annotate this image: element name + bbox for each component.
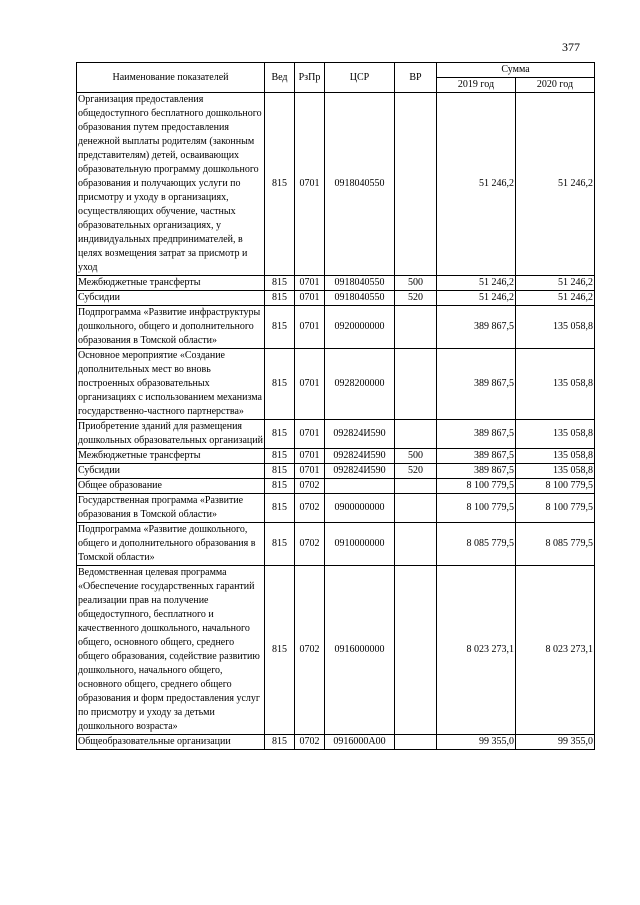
row-sum-2020-cell: 51 246,2 bbox=[516, 276, 595, 291]
row-sum-2019-cell: 51 246,2 bbox=[437, 291, 516, 306]
table-header bbox=[77, 63, 595, 93]
table-row bbox=[77, 735, 595, 750]
header-csr: ЦСР bbox=[325, 63, 395, 93]
page-number: 377 bbox=[562, 40, 580, 54]
row-sum-2020-cell: 51 246,2 bbox=[516, 291, 595, 306]
row-sum-2020-cell: 135 058,8 bbox=[516, 306, 595, 349]
row-name-cell: Подпрограмма «Развитие дошкольного, общего и дополнительного образования в Томской области» bbox=[77, 523, 265, 566]
table-row bbox=[77, 420, 595, 449]
row-sum-2019-cell: 389 867,5 bbox=[437, 349, 516, 420]
row-csr-cell: 0920000000 bbox=[325, 306, 395, 349]
row-csr-cell: 092824И590 bbox=[325, 420, 395, 449]
row-sum-2020-cell: 135 058,8 bbox=[516, 449, 595, 464]
row-csr-cell: 092824И590 bbox=[325, 449, 395, 464]
row-ved-cell: 815 bbox=[265, 93, 295, 276]
row-ved-cell: 815 bbox=[265, 420, 295, 449]
row-rzpr-cell: 0701 bbox=[295, 276, 325, 291]
row-name-cell: Общее образование bbox=[77, 479, 265, 494]
table-body bbox=[77, 93, 595, 750]
table-row bbox=[77, 494, 595, 523]
row-name-cell: Субсидии bbox=[77, 291, 265, 306]
row-sum-2019-cell: 389 867,5 bbox=[437, 464, 516, 479]
row-ved-cell: 815 bbox=[265, 464, 295, 479]
row-ved-cell: 815 bbox=[265, 291, 295, 306]
table-row bbox=[77, 523, 595, 566]
budget-table bbox=[76, 62, 595, 750]
table-row bbox=[77, 449, 595, 464]
header-sum: Сумма bbox=[437, 63, 595, 78]
table-row bbox=[77, 306, 595, 349]
row-vr-cell bbox=[395, 349, 437, 420]
row-name-cell: Межбюджетные трансферты bbox=[77, 276, 265, 291]
row-sum-2019-cell: 8 100 779,5 bbox=[437, 494, 516, 523]
row-rzpr-cell: 0701 bbox=[295, 349, 325, 420]
header-ved: Вед bbox=[265, 63, 295, 93]
row-sum-2020-cell: 8 085 779,5 bbox=[516, 523, 595, 566]
row-ved-cell: 815 bbox=[265, 276, 295, 291]
row-ved-cell: 815 bbox=[265, 479, 295, 494]
row-ved-cell: 815 bbox=[265, 494, 295, 523]
row-rzpr-cell: 0701 bbox=[295, 449, 325, 464]
row-csr-cell: 0900000000 bbox=[325, 494, 395, 523]
row-vr-cell: 500 bbox=[395, 276, 437, 291]
row-sum-2020-cell: 51 246,2 bbox=[516, 93, 595, 276]
row-csr-cell: 0910000000 bbox=[325, 523, 395, 566]
row-ved-cell: 815 bbox=[265, 735, 295, 750]
table-row bbox=[77, 464, 595, 479]
row-csr-cell: 0916000000 bbox=[325, 566, 395, 735]
row-name-cell: Приобретение зданий для размещения дошкольных образовательных организаций bbox=[77, 420, 265, 449]
header-vr: ВР bbox=[395, 63, 437, 93]
table-row bbox=[77, 93, 595, 276]
row-sum-2020-cell: 135 058,8 bbox=[516, 349, 595, 420]
row-name-cell: Подпрограмма «Развитие инфраструктуры дошкольного, общего и дополнительного образования в Томской области» bbox=[77, 306, 265, 349]
row-vr-cell bbox=[395, 420, 437, 449]
table-row bbox=[77, 349, 595, 420]
row-vr-cell: 500 bbox=[395, 449, 437, 464]
row-csr-cell bbox=[325, 479, 395, 494]
row-ved-cell: 815 bbox=[265, 523, 295, 566]
row-csr-cell: 0918040550 bbox=[325, 93, 395, 276]
row-vr-cell bbox=[395, 494, 437, 523]
row-rzpr-cell: 0702 bbox=[295, 494, 325, 523]
row-sum-2020-cell: 135 058,8 bbox=[516, 464, 595, 479]
row-vr-cell: 520 bbox=[395, 291, 437, 306]
row-sum-2019-cell: 8 023 273,1 bbox=[437, 566, 516, 735]
row-name-cell: Организация предоставления общедоступного бесплатного дошкольного образования путем предоставления денежной выплаты родителям (законным представителям) детей, осваивающих образовательную программу дошкольного образования и получающих услуги по присмотру и уходу в организациях, осуществляющих обучение, частных образовательных организациях, у индивидуальных предпринимателей, в целях возмещения затрат за присмотр и уход bbox=[77, 93, 265, 276]
row-vr-cell bbox=[395, 735, 437, 750]
row-sum-2020-cell: 8 023 273,1 bbox=[516, 566, 595, 735]
row-csr-cell: 092824И590 bbox=[325, 464, 395, 479]
row-name-cell: Государственная программа «Развитие образования в Томской области» bbox=[77, 494, 265, 523]
row-sum-2019-cell: 389 867,5 bbox=[437, 306, 516, 349]
row-sum-2020-cell: 135 058,8 bbox=[516, 420, 595, 449]
row-vr-cell bbox=[395, 566, 437, 735]
row-vr-cell bbox=[395, 93, 437, 276]
header-rzpr: РзПр bbox=[295, 63, 325, 93]
row-sum-2019-cell: 389 867,5 bbox=[437, 449, 516, 464]
header-name: Наименование показателей bbox=[77, 63, 265, 93]
row-rzpr-cell: 0701 bbox=[295, 306, 325, 349]
row-rzpr-cell: 0701 bbox=[295, 291, 325, 306]
row-csr-cell: 0918040550 bbox=[325, 276, 395, 291]
row-vr-cell: 520 bbox=[395, 464, 437, 479]
row-sum-2019-cell: 389 867,5 bbox=[437, 420, 516, 449]
row-sum-2019-cell: 51 246,2 bbox=[437, 276, 516, 291]
row-vr-cell bbox=[395, 479, 437, 494]
row-rzpr-cell: 0702 bbox=[295, 566, 325, 735]
table-row bbox=[77, 566, 595, 735]
row-ved-cell: 815 bbox=[265, 566, 295, 735]
row-ved-cell: 815 bbox=[265, 349, 295, 420]
row-sum-2019-cell: 8 085 779,5 bbox=[437, 523, 516, 566]
row-ved-cell: 815 bbox=[265, 449, 295, 464]
row-name-cell: Основное мероприятие «Создание дополнительных мест во вновь построенных образовательных организациях с использованием механизма государственно-частного партнерства» bbox=[77, 349, 265, 420]
table-row bbox=[77, 276, 595, 291]
row-rzpr-cell: 0702 bbox=[295, 735, 325, 750]
row-name-cell: Ведомственная целевая программа «Обеспечение государственных гарантий реализации прав на получение общедоступного, бесплатного и качественного дошкольного, начального общего, основного общего, среднего общего образования, содействие развитию дошкольного, начального общего, основного общего, среднего общего образования и форм предоставления услуг по присмотру и уходу за детьми дошкольного возраста» bbox=[77, 566, 265, 735]
row-vr-cell bbox=[395, 523, 437, 566]
row-sum-2019-cell: 51 246,2 bbox=[437, 93, 516, 276]
row-rzpr-cell: 0701 bbox=[295, 93, 325, 276]
row-rzpr-cell: 0701 bbox=[295, 420, 325, 449]
row-vr-cell bbox=[395, 306, 437, 349]
row-sum-2019-cell: 99 355,0 bbox=[437, 735, 516, 750]
table-row bbox=[77, 479, 595, 494]
row-sum-2020-cell: 99 355,0 bbox=[516, 735, 595, 750]
row-name-cell: Субсидии bbox=[77, 464, 265, 479]
header-year-2019: 2019 год bbox=[437, 78, 516, 93]
row-name-cell: Общеобразовательные организации bbox=[77, 735, 265, 750]
header-year-2020: 2020 год bbox=[516, 78, 595, 93]
row-rzpr-cell: 0702 bbox=[295, 479, 325, 494]
row-rzpr-cell: 0701 bbox=[295, 464, 325, 479]
row-sum-2020-cell: 8 100 779,5 bbox=[516, 494, 595, 523]
table-row bbox=[77, 291, 595, 306]
row-name-cell: Межбюджетные трансферты bbox=[77, 449, 265, 464]
row-csr-cell: 0918040550 bbox=[325, 291, 395, 306]
row-csr-cell: 0916000А00 bbox=[325, 735, 395, 750]
row-sum-2020-cell: 8 100 779,5 bbox=[516, 479, 595, 494]
row-csr-cell: 0928200000 bbox=[325, 349, 395, 420]
row-ved-cell: 815 bbox=[265, 306, 295, 349]
row-sum-2019-cell: 8 100 779,5 bbox=[437, 479, 516, 494]
row-rzpr-cell: 0702 bbox=[295, 523, 325, 566]
